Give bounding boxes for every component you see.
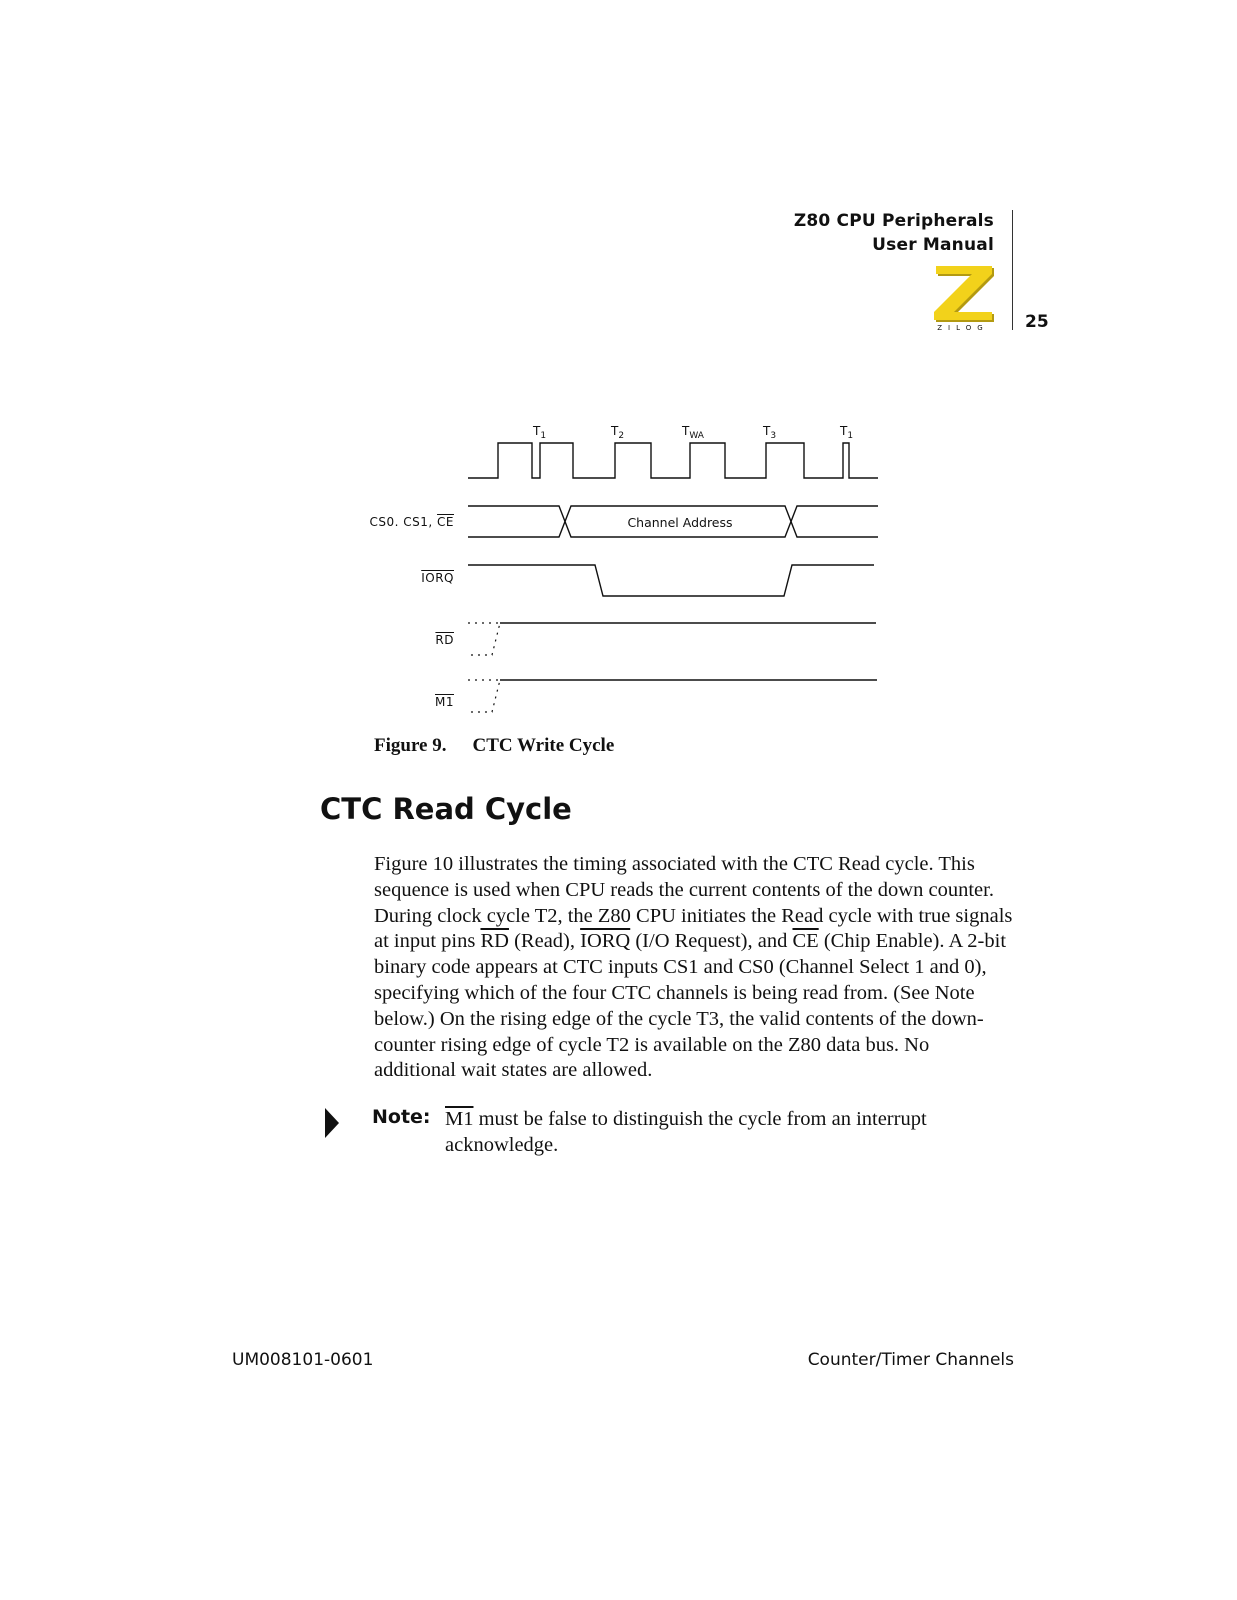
clock-label-t3: $T_3$ — [763, 424, 777, 441]
figure-number: Figure 9. — [374, 735, 447, 756]
note-arrow-icon — [325, 1108, 339, 1138]
figure-caption — [374, 735, 614, 757]
iorq-signal: IORQ — [580, 930, 631, 953]
header-title-line2: User Manual — [872, 235, 994, 255]
signal-label-cs: CS0. CS1, $\overline{CE}$ — [369, 515, 454, 529]
footer-chapter: Counter/Timer Channels — [807, 1350, 1014, 1370]
clock-label-twa: $T_{WA}$ — [682, 424, 704, 441]
clock-waveform — [468, 443, 878, 478]
signal-label-iorq: IORQ — [421, 571, 454, 585]
note-text: M1 must be false to distinguish the cycle from an interrupt acknowledge. — [445, 1108, 927, 1156]
rd-dashed-transition — [468, 623, 500, 655]
clock-label-t2: $T_2$ — [611, 424, 625, 441]
footer-doc-id: UM008101-0601 — [232, 1350, 374, 1370]
signal-label-rd: $\overline{RD}$ — [435, 633, 454, 647]
header-title-line1: Z80 CPU Peripherals — [793, 211, 994, 231]
ce-signal: $\overline{CE}$ — [792, 930, 819, 953]
figure-title: CTC Write Cycle — [472, 735, 615, 756]
bus-label-channel-address: Channel Address — [627, 515, 733, 530]
m1-signal: M1 — [445, 1108, 474, 1130]
timing-diagram — [0, 0, 1237, 740]
signal-label-m1: M1 — [435, 695, 454, 709]
page-number: 25 — [1025, 312, 1049, 332]
rd-signal: $\overline{RD}$ — [480, 930, 509, 953]
note-label: Note: — [372, 1106, 431, 1128]
iorq-waveform — [468, 565, 874, 596]
timing-waveforms — [0, 0, 1237, 740]
m1-dashed-transition — [468, 680, 500, 712]
clock-label-t1: $T_1$ — [533, 424, 547, 441]
clock-label-t1-next: $T_1$ — [840, 424, 854, 441]
section-body: Figure 10 illustrates the timing associated with the CTC Read cycle. This sequence is used when CPU reads the current contents of the down counter. During clock cycle T2, the Z80 CPU initiates the Read cycle with true signals at input pins $\overline{RD}$ (Read), IORQ (I/O Request), and $\overline{CE}$ (Chip Enable). A 2-bit binary code appears at CTC inputs CS1 and CS0 (Channel Select 1 and 0), specifying which of the four CTC channels is being read from. (See Note below.) On the rising edge of the cycle T3, the valid contents of the down-counter rising edge of cycle T2 is available on the Z80 data bus. No additional wait states are allowed. — [374, 853, 1013, 1082]
section-heading: CTC Read Cycle — [320, 792, 572, 826]
logo-wordmark: ZILOG — [937, 324, 989, 332]
